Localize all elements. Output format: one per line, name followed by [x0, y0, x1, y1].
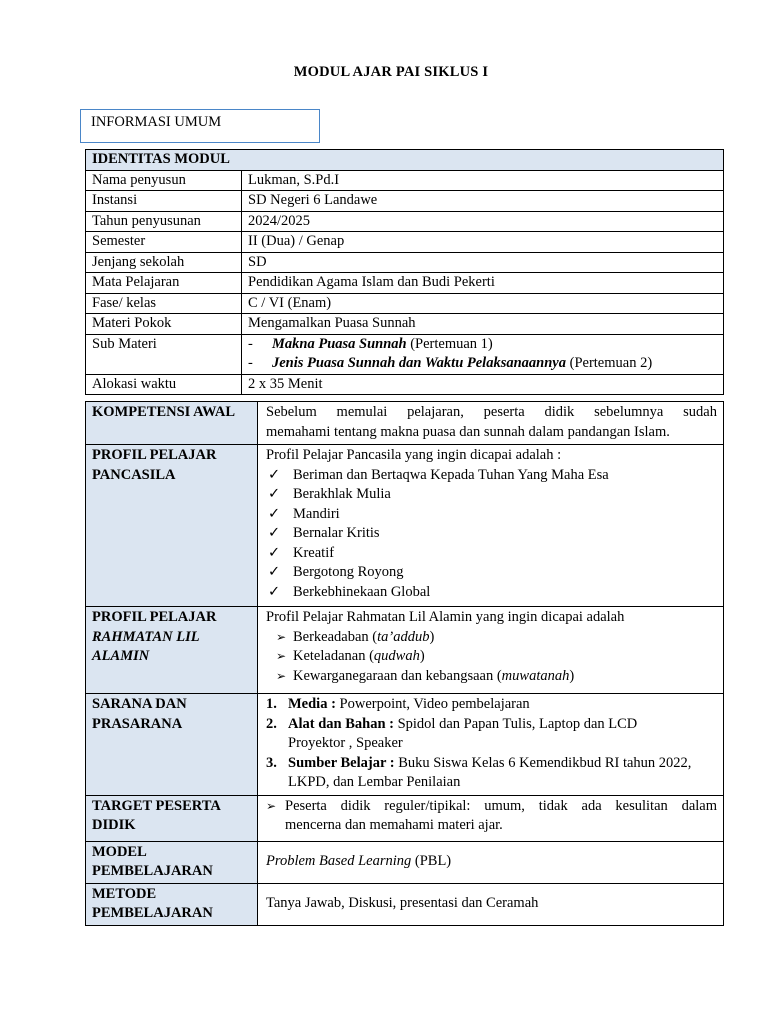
label-line: PRASARANA	[92, 715, 183, 732]
list-item-text: Spidol dan Papan Tulis, Laptop dan LCD	[393, 715, 638, 732]
label-line: RAHMATAN LIL	[92, 628, 200, 645]
list-item-term: qudwah	[373, 648, 420, 664]
sarana-row	[86, 694, 724, 796]
check-icon: ✓	[268, 583, 281, 600]
list-item	[266, 505, 717, 525]
row-value: 2024/2025	[242, 211, 724, 232]
row-value: Mengamalkan Puasa Sunnah	[242, 314, 724, 335]
model-abbr: (PBL)	[411, 852, 452, 869]
page-title: MODUL AJAR PAI SIKLUS I	[293, 64, 489, 80]
list-item-text: Keteladanan (	[293, 648, 374, 664]
label-line: PROFIL PELAJAR	[92, 447, 217, 463]
sub-materi-item	[248, 354, 717, 374]
row-value: Lukman, S.Pd.I	[242, 170, 724, 191]
list-item	[266, 647, 717, 667]
label-line: DIDIK	[92, 817, 136, 833]
row-label: Nama penyusun	[86, 170, 242, 191]
list-item-text-cont: LKPD, dan Lembar Penilaian	[288, 774, 461, 790]
target-row	[86, 795, 724, 841]
model-content	[258, 841, 724, 883]
list-item-text: Kewarganegaraan dan kebangsaan (	[293, 667, 502, 684]
identitas-header: IDENTITAS MODUL	[86, 150, 724, 171]
label-line: PEMBELAJARAN	[92, 863, 213, 879]
sub-materi-item	[248, 335, 717, 355]
label-line: METODE	[92, 885, 157, 902]
table-row	[86, 314, 724, 335]
sub-materi-meeting: (Pertemuan 2)	[566, 355, 653, 371]
identitas-header-row	[86, 150, 724, 171]
table-row	[86, 191, 724, 212]
table-row	[86, 273, 724, 294]
list-item	[266, 466, 717, 486]
row-value: C / VI (Enam)	[242, 293, 724, 314]
dash-marker: -	[248, 335, 253, 352]
kompetensi-awal-row	[86, 402, 724, 445]
row-label: Instansi	[86, 191, 242, 212]
list-item	[266, 754, 717, 793]
list-item	[266, 524, 717, 544]
komponen-table	[85, 401, 724, 926]
list-item-close: )	[569, 667, 575, 684]
sub-materi-list	[242, 334, 724, 374]
target-line-2: mencerna dan memahami materi ajar.	[285, 817, 503, 833]
label-line: PEMBELAJARAN	[92, 905, 213, 921]
sarana-content	[258, 694, 724, 796]
label-line: PANCASILA	[92, 466, 176, 483]
list-item-close: )	[419, 648, 425, 664]
list-item-text: Mandiri	[293, 505, 340, 522]
profil-pancasila-list	[266, 466, 717, 603]
kompetensi-awal-label: KOMPETENSI AWAL	[86, 402, 258, 445]
check-icon: ✓	[268, 505, 281, 522]
list-number: 2.	[266, 715, 277, 732]
list-item	[266, 628, 717, 648]
row-label: Jenjang sekolah	[86, 252, 242, 273]
list-item-text: Bergotong Royong	[293, 564, 404, 580]
sub-materi-meeting: (Pertemuan 1)	[406, 335, 493, 352]
list-item-term: ta’addub	[377, 628, 430, 645]
list-item-text: Berkebhinekaan Global	[293, 583, 431, 600]
list-item-text: Kreatif	[293, 544, 335, 561]
kompetensi-line-1: Sebelum memulai pelajaran, peserta didik sebelumnya sudah	[266, 404, 717, 420]
row-label: Materi Pokok	[86, 314, 242, 335]
check-icon: ✓	[268, 544, 281, 561]
list-item-text-cont: Proyektor , Speaker	[288, 735, 403, 751]
profil-pancasila-content	[258, 445, 724, 607]
profil-rahmatan-row	[86, 607, 724, 694]
list-item	[266, 667, 717, 687]
list-item-text: Powerpoint, Video pembelajaran	[335, 696, 530, 712]
metode-content: Tanya Jawab, Diskusi, presentasi dan Ceramah	[258, 883, 724, 925]
check-icon: ✓	[268, 486, 281, 502]
label-line: TARGET PESERTA	[92, 797, 221, 814]
profil-rahmatan-intro: Profil Pelajar Rahmatan Lil Alamin yang ingin dicapai adalah	[266, 609, 625, 625]
target-line-1	[266, 797, 717, 817]
row-label: Mata Pelajaran	[86, 273, 242, 294]
metode-label	[86, 883, 258, 925]
row-value: SD	[242, 252, 724, 273]
check-icon: ✓	[268, 564, 281, 580]
row-label: Sub Materi	[86, 334, 242, 374]
target-content	[258, 795, 724, 841]
row-label: Fase/ kelas	[86, 293, 242, 314]
row-value: Pendidikan Agama Islam dan Budi Pekerti	[242, 273, 724, 294]
row-value: 2 x 35 Menit	[242, 374, 724, 395]
dash-marker: -	[248, 355, 253, 371]
list-number: 3.	[266, 754, 277, 771]
list-item-key: Alat dan Bahan :	[288, 715, 394, 732]
list-item-key: Sumber Belajar :	[288, 754, 395, 771]
profil-rahmatan-label	[86, 607, 258, 694]
metode-row	[86, 883, 724, 925]
arrow-icon: ➢	[276, 668, 287, 683]
list-item-key: Media :	[288, 696, 336, 712]
list-item	[266, 485, 717, 505]
profil-pancasila-label	[86, 445, 258, 607]
label-line: MODEL	[92, 843, 147, 860]
profil-rahmatan-content	[258, 607, 724, 694]
list-item-text: Buku Siswa Kelas 6 Kemendikbud RI tahun 2022,	[394, 754, 692, 771]
table-row	[86, 293, 724, 314]
label-line: PROFIL PELAJAR	[92, 609, 217, 625]
sub-materi-row	[86, 334, 724, 374]
arrow-icon: ➢	[276, 629, 287, 644]
row-label: Alokasi waktu	[86, 374, 242, 395]
row-value: II (Dua) / Genap	[242, 232, 724, 253]
label-line: ALAMIN	[92, 648, 150, 664]
list-item-text: Beriman dan Bertaqwa Kepada Tuhan Yang Maha Esa	[293, 466, 609, 483]
list-item-close: )	[429, 628, 435, 645]
sub-materi-title: Jenis Puasa Sunnah dan Waktu Pelaksanaannya	[272, 355, 566, 371]
model-name: Problem Based Learning	[266, 852, 412, 869]
list-item	[266, 583, 717, 603]
sarana-label	[86, 694, 258, 796]
identitas-modul-table	[85, 149, 724, 395]
profil-rahmatan-list	[266, 628, 717, 687]
target-text: Peserta didik reguler/tipikal: umum, tidak ada kesulitan dalam	[285, 797, 717, 814]
model-label	[86, 841, 258, 883]
arrow-icon: ➢	[276, 649, 287, 663]
label-line: SARANA DAN	[92, 696, 187, 712]
table-row	[86, 252, 724, 273]
kompetensi-awal-content	[258, 402, 724, 445]
kompetensi-line-2: memahami tentang makna puasa dan sunnah dalam pandangan Islam.	[266, 423, 670, 440]
list-item	[266, 695, 717, 715]
table-row	[86, 232, 724, 253]
list-item-text: Berkeadaban (	[293, 628, 378, 645]
list-item	[266, 544, 717, 564]
check-icon: ✓	[268, 466, 281, 483]
list-number: 1.	[266, 696, 277, 712]
list-item	[266, 563, 717, 583]
table-row	[86, 170, 724, 191]
row-value: SD Negeri 6 Landawe	[242, 191, 724, 212]
model-row	[86, 841, 724, 883]
informasi-umum-box	[80, 109, 320, 143]
check-icon: ✓	[268, 525, 281, 541]
sub-materi-title: Makna Puasa Sunnah	[272, 335, 407, 352]
list-item-text: Bernalar Kritis	[293, 525, 380, 541]
row-label: Semester	[86, 232, 242, 253]
profil-pancasila-intro: Profil Pelajar Pancasila yang ingin dicapai adalah :	[266, 447, 562, 463]
list-item-text: Berakhlak Mulia	[293, 486, 391, 502]
table-row	[86, 374, 724, 395]
informasi-umum-label: INFORMASI UMUM	[91, 114, 222, 130]
list-item-term: muwatanah	[501, 667, 570, 684]
table-row	[86, 211, 724, 232]
row-label: Tahun penyusunan	[86, 211, 242, 232]
profil-pancasila-row	[86, 445, 724, 607]
sarana-list	[266, 695, 717, 793]
list-item	[266, 715, 717, 754]
arrow-icon: ➢	[266, 798, 277, 813]
target-label	[86, 795, 258, 841]
